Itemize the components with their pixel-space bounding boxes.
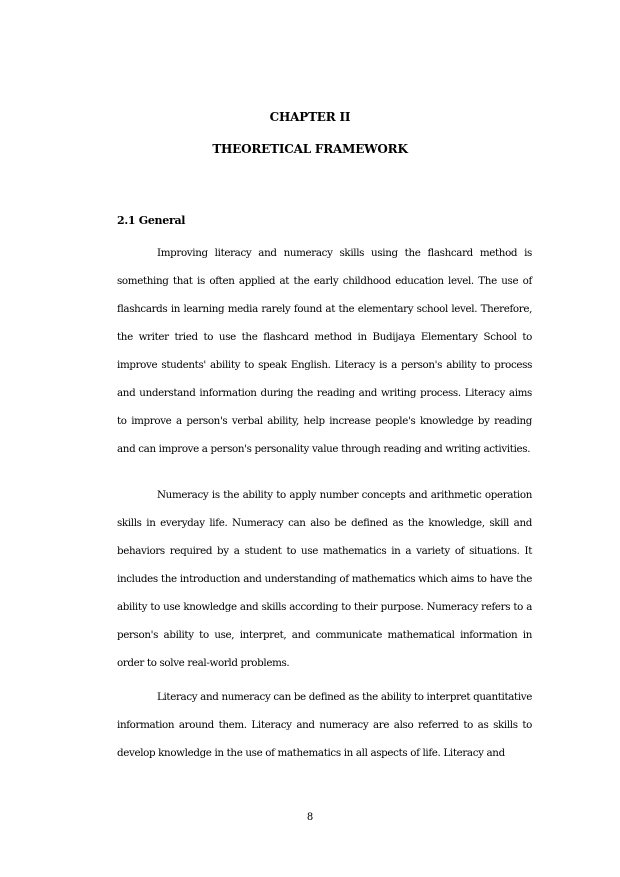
paragraph: Improving literacy and numeracy skills using the flashcard method is something that is often applied at the early childhood education level. The use of flashcards in learning media rarely found at the elementary school level. Therefore, the writer tried to use the flashcard method in Budijaya Elementary School to improve students' ability to speak English. Literacy is a person's ability to process and understand information during the reading and writing process. Literacy aims to improve a person's verbal ability, help increase people's knowledge by reading and can improve a person's personality value through reading and writing activities. [117, 247, 532, 455]
section-heading: 2.1 General [117, 214, 186, 227]
paragraph: Numeracy is the ability to apply number concepts and arithmetic operation skills in everyday life. Numeracy can also be defined as the knowledge, skill and behaviors required by a student to use mathematics in a variety of situations. It includes the introduction and understanding of mathematics which aims to have the ability to use knowledge and skills according to their purpose. Numeracy refers to a person's ability to use, interpret, and communicate mathematical information in order to solve real-world problems. [117, 489, 532, 669]
chapter-title: THEORETICAL FRAMEWORK [212, 142, 408, 156]
paragraph: Literacy and numeracy can be defined as the ability to interpret quantitative information around them. Literacy and numeracy are also referred to as skills to develop knowledge in the use of mathematics in all aspects of life. Literacy and [117, 691, 532, 759]
chapter-number: CHAPTER II [269, 110, 351, 124]
page-number: 8 [306, 812, 314, 823]
